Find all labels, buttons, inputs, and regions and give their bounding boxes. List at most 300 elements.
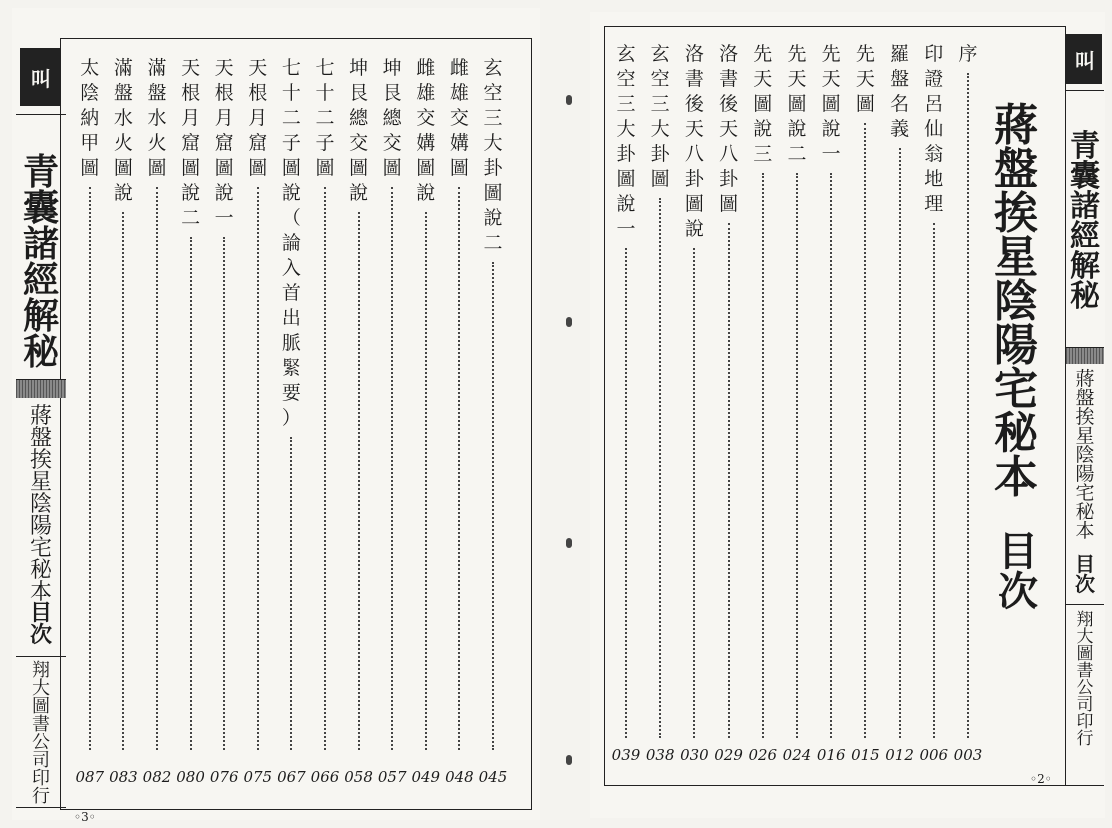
title-glyph: 書 (32, 714, 50, 735)
toc-entry (243, 56, 273, 756)
left-series-title (19, 151, 63, 373)
title-glyph: 陽 (1075, 463, 1095, 485)
toc-page-number: 012 (885, 746, 914, 764)
toc-entry-glyph: 說 (753, 118, 773, 140)
title-glyph: 青 (1070, 129, 1100, 164)
left-tab-book-title (22, 406, 60, 604)
dot-leader (796, 173, 798, 738)
toc-entry (108, 56, 138, 756)
toc-entry-glyph: 翁 (924, 143, 944, 165)
toc-page-number: 066 (310, 768, 340, 786)
right-tab-book-title (1068, 370, 1102, 541)
toc-entry-glyph: 天 (214, 57, 234, 79)
toc-page-number: 048 (445, 768, 474, 786)
title-glyph: 行 (32, 786, 50, 807)
toc-entry-glyph: 說 (616, 193, 636, 215)
toc-entry (645, 42, 675, 744)
title-glyph: 印 (32, 768, 50, 789)
toc-entry-glyph: 說 (416, 182, 436, 204)
title-glyph: 青 (22, 151, 59, 193)
toc-entry-glyph: 圖 (483, 182, 503, 204)
toc-page-number: 030 (680, 746, 709, 764)
title-glyph: 次 (1075, 572, 1095, 596)
title-glyph: 陰 (1075, 444, 1095, 466)
toc-entry-glyph: 三 (753, 143, 773, 165)
toc-entry-glyph: 天 (719, 118, 739, 140)
title-glyph: 大 (1076, 627, 1094, 647)
toc-entry-glyph: 圖 (248, 157, 268, 179)
toc-entry-glyph: 洛 (719, 43, 739, 65)
title-glyph: 囊 (22, 187, 59, 229)
right-page (590, 12, 1105, 818)
toc-entry-glyph: 二 (787, 143, 807, 165)
toc-entry (75, 56, 105, 756)
toc-entry-glyph: 一 (616, 218, 636, 240)
toc-entry-glyph: 空 (650, 68, 670, 90)
toc-entry (748, 42, 778, 744)
toc-entry-glyph: 總 (349, 107, 369, 129)
toc-entry-glyph: 圖 (315, 157, 335, 179)
title-glyph: 星 (1075, 425, 1095, 447)
dark-band (16, 380, 66, 398)
toc-entry-glyph: 滿 (147, 57, 167, 79)
toc-entry-glyph: 空 (616, 68, 636, 90)
toc-entry-glyph: 證 (924, 68, 944, 90)
toc-entry-glyph: 說 (821, 118, 841, 140)
toc-entry-glyph: 圖 (349, 157, 369, 179)
toc-entry-glyph: 呂 (924, 93, 944, 115)
title-glyph: 秘 (1075, 501, 1095, 523)
dot-leader (933, 223, 935, 738)
title-glyph: 解 (1070, 249, 1100, 284)
toc-entry-glyph: 十 (315, 82, 335, 104)
toc-entry-glyph: 二 (483, 232, 503, 254)
toc-entry-glyph: 納 (80, 107, 100, 129)
title-glyph: 宅 (1075, 482, 1095, 504)
toc-entry (276, 56, 306, 756)
title-glyph: 盤 (29, 426, 52, 451)
toc-entry-glyph: 圖 (281, 157, 301, 179)
title-glyph: 本 (29, 580, 52, 605)
toc-entry-glyph: 後 (719, 93, 739, 115)
toc-entry-glyph: 說 (349, 182, 369, 204)
title-glyph: 囊 (1070, 159, 1100, 194)
title-glyph: 目 (998, 528, 1038, 575)
toc-entry-glyph: 說 (181, 182, 201, 204)
title-glyph: 本 (994, 452, 1038, 503)
title-glyph: 挨 (29, 448, 52, 473)
toc-entry (850, 42, 880, 744)
toc-entry-glyph: 媾 (416, 132, 436, 154)
left-folio: ◦3◦ (74, 810, 96, 824)
binding-mark (566, 755, 572, 765)
toc-entry-glyph: 七 (281, 57, 301, 79)
right-side-tab (1066, 30, 1106, 786)
toc-entry-glyph: 一 (821, 143, 841, 165)
title-glyph: 秘 (29, 558, 52, 583)
toc-entry-glyph: 要 (281, 382, 301, 404)
toc-page-number: 024 (782, 746, 812, 764)
toc-entry-glyph: 先 (787, 43, 807, 65)
toc-entry-glyph: 交 (449, 107, 469, 129)
toc-entry-glyph: 圖 (80, 157, 100, 179)
title-glyph: 翔 (32, 660, 50, 681)
dot-leader (967, 73, 969, 738)
toc-entry-glyph: 先 (821, 43, 841, 65)
toc-entry-glyph: 雌 (449, 57, 469, 79)
dot-leader (659, 198, 661, 738)
toc-entry-glyph: 天 (684, 118, 704, 140)
toc-entry (176, 56, 206, 756)
title-glyph: 行 (1076, 729, 1094, 749)
title-glyph: 司 (1076, 695, 1094, 715)
toc-page-number: 076 (209, 768, 239, 786)
toc-page-number: 087 (75, 768, 105, 786)
toc-entry-glyph: 說 (113, 182, 133, 204)
title-glyph: 本 (1075, 520, 1095, 542)
title-glyph: 次 (29, 622, 52, 648)
toc-entry-glyph: 十 (281, 82, 301, 104)
title-glyph: 目 (1075, 552, 1095, 576)
toc-entry-glyph: 媾 (449, 132, 469, 154)
toc-entry (953, 42, 983, 744)
toc-entry-glyph: 出 (281, 307, 301, 329)
toc-entry-glyph: 脈 (281, 332, 301, 354)
title-glyph: 大 (32, 678, 50, 699)
toc-entry-glyph: 圖 (787, 93, 807, 115)
title-glyph: 目 (29, 600, 52, 626)
toc-entry-glyph: 八 (719, 143, 739, 165)
toc-page-number: 029 (714, 746, 743, 764)
toc-entry-glyph: 大 (483, 132, 503, 154)
toc-entry-glyph: 書 (719, 68, 739, 90)
toc-page-number: 003 (953, 746, 983, 764)
title-glyph: 公 (32, 732, 50, 753)
toc-entry-glyph: 月 (214, 107, 234, 129)
toc-entry (411, 56, 441, 756)
toc-entry-glyph: 圖 (382, 157, 402, 179)
right-book-title (988, 100, 1044, 503)
toc-entry-glyph: 雌 (416, 57, 436, 79)
left-side-tab (16, 42, 68, 808)
toc-entry-glyph: 盤 (113, 82, 133, 104)
toc-entry-glyph: 盤 (147, 82, 167, 104)
toc-entry-glyph: 月 (181, 107, 201, 129)
toc-page-number: 057 (377, 768, 407, 786)
toc-entry-glyph: 空 (483, 82, 503, 104)
title-glyph: 蔣 (994, 100, 1038, 151)
dot-leader (190, 237, 192, 750)
toc-entry (714, 42, 744, 744)
toc-entry-glyph: 火 (147, 132, 167, 154)
toc-page-number: 082 (142, 768, 172, 786)
toc-entry-glyph: 圖 (684, 193, 704, 215)
toc-entry-glyph: 二 (281, 107, 301, 129)
dot-leader (728, 223, 730, 738)
left-tab-section (22, 602, 60, 646)
toc-entry-glyph: 甲 (80, 132, 100, 154)
title-glyph: 諸 (1070, 189, 1100, 224)
toc-entry-glyph: 說 (787, 118, 807, 140)
toc-entry-glyph: 交 (416, 107, 436, 129)
toc-entry-glyph: 窟 (248, 132, 268, 154)
toc-entry-glyph: 玄 (650, 43, 670, 65)
toc-page-number: 058 (344, 768, 373, 786)
toc-entry-glyph: 三 (483, 107, 503, 129)
toc-entry-glyph: 說 (483, 207, 503, 229)
dot-leader (458, 187, 460, 750)
toc-entry-glyph: 卦 (719, 168, 739, 190)
toc-entry (377, 56, 407, 756)
toc-entry-glyph: 卦 (650, 143, 670, 165)
toc-entry-glyph: 義 (890, 118, 910, 140)
toc-entry (919, 42, 949, 744)
toc-entry-glyph: 太 (80, 57, 100, 79)
title-glyph: 秘 (1070, 279, 1100, 314)
toc-entry-glyph: 交 (382, 132, 402, 154)
dot-leader (257, 187, 259, 750)
toc-entry-glyph: 天 (248, 57, 268, 79)
toc-entry-glyph: 論 (281, 232, 301, 254)
toc-entry-glyph: 窟 (214, 132, 234, 154)
toc-entry-glyph: 圖 (416, 157, 436, 179)
toc-entry (611, 42, 641, 744)
title-glyph: 蔣 (29, 404, 52, 429)
right-section-title (994, 528, 1042, 615)
toc-entry-glyph: 水 (113, 107, 133, 129)
toc-entry-glyph: 滿 (113, 57, 133, 79)
toc-entry-glyph: 玄 (483, 57, 503, 79)
right-folio: ◦2◦ (1030, 772, 1052, 786)
dot-leader (324, 187, 326, 750)
dot-leader (864, 123, 866, 738)
title-glyph: 星 (994, 232, 1038, 283)
toc-entry-glyph: 二 (181, 207, 201, 229)
toc-entry-glyph: 圖 (147, 157, 167, 179)
toc-page-number: 039 (611, 746, 641, 764)
dot-leader (693, 248, 695, 738)
title-glyph: 陽 (994, 320, 1038, 371)
title-glyph: 次 (998, 568, 1038, 615)
toc-page-number: 080 (176, 768, 205, 786)
toc-entry-glyph: 圖 (719, 193, 739, 215)
toc-page-number: 026 (748, 746, 778, 764)
toc-entry-glyph: 序 (958, 43, 978, 65)
toc-entry-glyph: 陰 (80, 82, 100, 104)
toc-entry-glyph: 仙 (924, 118, 944, 140)
title-glyph: 宅 (994, 364, 1038, 415)
toc-entry-glyph: 八 (684, 143, 704, 165)
toc-entry-glyph: 天 (753, 68, 773, 90)
dot-leader (156, 187, 158, 750)
toc-entry-glyph: 七 (315, 57, 335, 79)
toc-entry-glyph: 交 (349, 132, 369, 154)
toc-entry-glyph: 卦 (483, 157, 503, 179)
toc-entry-glyph: 圖 (449, 157, 469, 179)
toc-page-number: 038 (645, 746, 675, 764)
toc-page-number: 075 (243, 768, 273, 786)
title-glyph: 經 (1070, 219, 1100, 254)
publisher-logo-icon: 叫 (1066, 34, 1102, 84)
toc-entry-glyph: 大 (616, 118, 636, 140)
toc-entry-glyph: 天 (821, 68, 841, 90)
toc-entry-glyph: 盤 (890, 68, 910, 90)
toc-entry (679, 42, 709, 744)
toc-entry-glyph: 圖 (616, 168, 636, 190)
toc-entry-glyph: 說 (684, 218, 704, 240)
left-page (12, 8, 540, 824)
toc-entry (444, 56, 474, 756)
toc-entry-glyph: 名 (890, 93, 910, 115)
toc-entry (885, 42, 915, 744)
toc-entry-glyph: 雄 (449, 82, 469, 104)
toc-entry-glyph: 艮 (349, 82, 369, 104)
toc-entry-glyph: 根 (214, 82, 234, 104)
title-glyph: 司 (32, 750, 50, 771)
toc-entry-glyph: 坤 (382, 57, 402, 79)
toc-entry-glyph: 圖 (821, 93, 841, 115)
toc-entry-glyph: 說 (214, 182, 234, 204)
title-glyph: 秘 (22, 331, 59, 373)
binding-mark (566, 95, 572, 105)
dark-band (1066, 348, 1104, 364)
toc-entry-glyph: 地 (924, 168, 944, 190)
title-glyph: 解 (22, 295, 59, 337)
binding-mark (566, 538, 572, 548)
title-glyph: 盤 (994, 144, 1038, 195)
toc-page-number: 016 (816, 746, 846, 764)
toc-entry-glyph: 天 (787, 68, 807, 90)
toc-entry-glyph: ） (281, 407, 301, 429)
title-glyph: 翔 (1076, 610, 1094, 630)
title-glyph: 圖 (32, 696, 50, 717)
toc-entry-glyph: 艮 (382, 82, 402, 104)
toc-entry-glyph: 書 (684, 68, 704, 90)
toc-entry (310, 56, 340, 756)
toc-entry-glyph: 首 (281, 282, 301, 304)
title-glyph: 書 (1076, 661, 1094, 681)
toc-entry-glyph: 先 (753, 43, 773, 65)
toc-entry-glyph: 圖 (113, 157, 133, 179)
toc-page-number: 006 (919, 746, 949, 764)
toc-page-number: 083 (109, 768, 138, 786)
toc-entry-glyph: 坤 (349, 57, 369, 79)
title-glyph: 圖 (1076, 644, 1094, 664)
title-glyph: 陽 (29, 514, 52, 539)
toc-entry-glyph: 月 (248, 107, 268, 129)
dot-leader (899, 148, 901, 738)
toc-entry (344, 56, 374, 756)
toc-entry-glyph: （ (281, 207, 301, 229)
toc-entry-glyph: 根 (181, 82, 201, 104)
toc-page-number: 049 (411, 768, 441, 786)
right-tab-publisher (1070, 612, 1100, 748)
title-glyph: 經 (22, 259, 59, 301)
dot-leader (625, 248, 627, 738)
toc-entry-glyph: 入 (281, 257, 301, 279)
toc-entry-glyph: 理 (924, 193, 944, 215)
toc-entry-glyph: 玄 (616, 43, 636, 65)
title-glyph: 公 (1076, 678, 1094, 698)
dot-leader (830, 173, 832, 738)
toc-entry-glyph: 子 (281, 132, 301, 154)
right-series-title (1066, 129, 1104, 314)
toc-entry-glyph: 天 (855, 68, 875, 90)
title-glyph: 挨 (1075, 406, 1095, 428)
toc-entry-glyph: 三 (616, 93, 636, 115)
title-glyph: 挨 (994, 188, 1038, 239)
dot-leader (425, 212, 427, 750)
toc-entry-glyph: 洛 (684, 43, 704, 65)
toc-entry-glyph: 後 (684, 93, 704, 115)
toc-entry (816, 42, 846, 744)
publisher-logo-icon: 叫 (20, 48, 60, 106)
toc-page-number: 015 (851, 746, 880, 764)
left-tab-publisher (26, 662, 56, 806)
right-tab-section (1068, 554, 1102, 594)
toc-entry-glyph: 圖 (181, 157, 201, 179)
toc-entry-glyph: 圖 (753, 93, 773, 115)
toc-entry-glyph: 三 (650, 93, 670, 115)
toc-page-number: 045 (478, 768, 508, 786)
toc-entry-glyph: 子 (315, 132, 335, 154)
toc-page-number: 067 (277, 768, 306, 786)
toc-entry-glyph: 天 (181, 57, 201, 79)
toc-entry-glyph: 卦 (684, 168, 704, 190)
toc-entry (209, 56, 239, 756)
toc-entry (478, 56, 508, 756)
toc-entry-glyph: 水 (147, 107, 167, 129)
toc-entry-glyph: 先 (855, 43, 875, 65)
toc-entry-glyph: 卦 (616, 143, 636, 165)
toc-entry-glyph: 圖 (855, 93, 875, 115)
toc-entry (782, 42, 812, 744)
toc-entry-glyph: 根 (248, 82, 268, 104)
title-glyph: 星 (29, 470, 52, 495)
toc-entry (142, 56, 172, 756)
toc-entry-glyph: 窟 (181, 132, 201, 154)
dot-leader (492, 262, 494, 750)
toc-entry-glyph: 二 (315, 107, 335, 129)
dot-leader (223, 237, 225, 750)
title-glyph: 陰 (29, 492, 52, 517)
dot-leader (290, 437, 292, 750)
binding-mark (566, 317, 572, 327)
toc-entry-glyph: 火 (113, 132, 133, 154)
title-glyph: 印 (1076, 712, 1094, 732)
toc-entry-glyph: 圖 (650, 168, 670, 190)
toc-entry-glyph: 印 (924, 43, 944, 65)
toc-entry-glyph: 緊 (281, 357, 301, 379)
title-glyph: 諸 (22, 223, 59, 265)
toc-entry-glyph: 一 (214, 207, 234, 229)
toc-entry-glyph: 羅 (890, 43, 910, 65)
title-glyph: 陰 (994, 276, 1038, 327)
toc-entry-glyph: 說 (281, 182, 301, 204)
title-glyph: 盤 (1075, 387, 1095, 409)
dot-leader (391, 187, 393, 750)
title-glyph: 蔣 (1075, 368, 1095, 390)
toc-entry-glyph: 雄 (416, 82, 436, 104)
title-glyph: 宅 (29, 536, 52, 561)
title-glyph: 秘 (994, 408, 1038, 459)
dot-leader (358, 212, 360, 750)
toc-entry-glyph: 圖 (214, 157, 234, 179)
toc-entry-glyph: 大 (650, 118, 670, 140)
dot-leader (89, 187, 91, 750)
toc-entry-glyph: 總 (382, 107, 402, 129)
dot-leader (762, 173, 764, 738)
